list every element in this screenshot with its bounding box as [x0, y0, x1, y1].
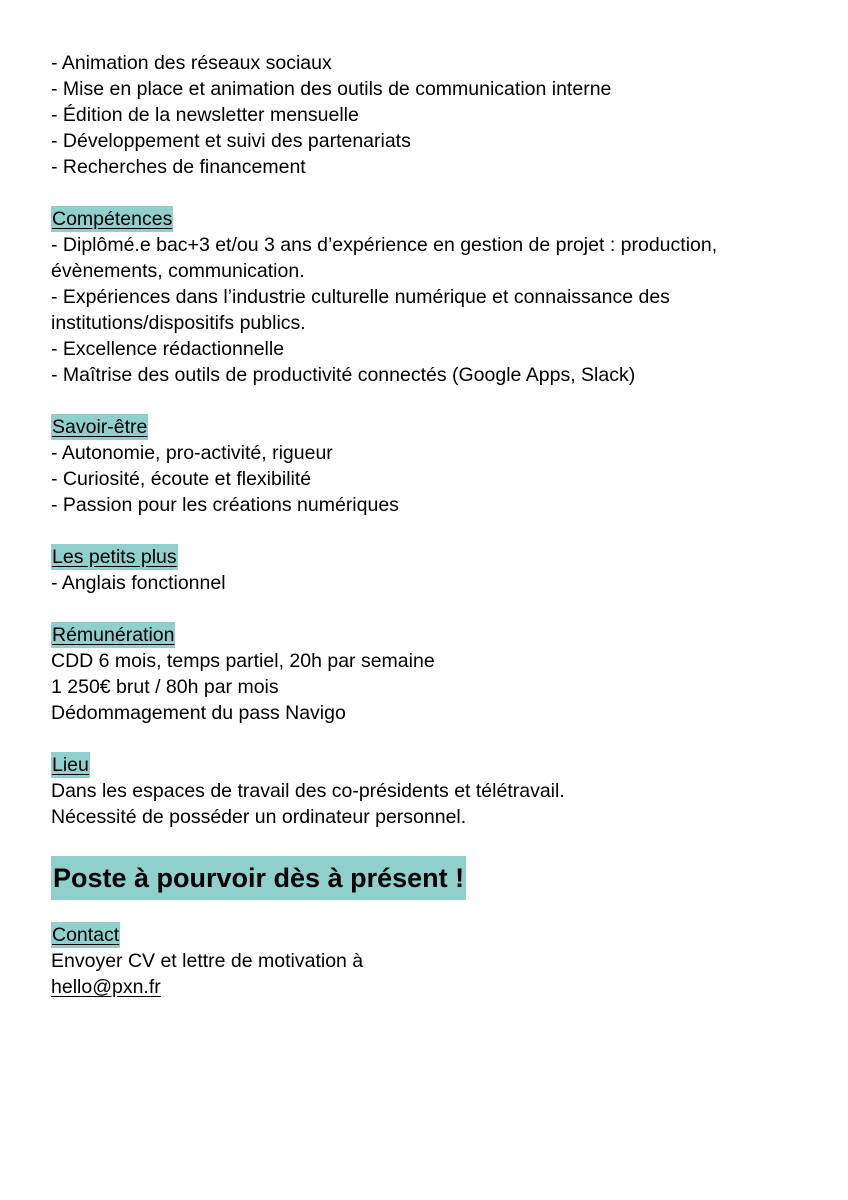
- list-item: - Diplômé.e bac+3 et/ou 3 ans d’expérience en gestion de projet : production,: [51, 234, 718, 256]
- section-heading: Compétences: [52, 208, 173, 230]
- section-contact: [51, 922, 808, 1000]
- section-heading: Savoir-être: [52, 416, 148, 438]
- list-item: institutions/dispositifs publics.: [51, 312, 306, 334]
- section-remuneration: [51, 622, 808, 726]
- section-savoir-etre: [51, 414, 808, 518]
- list-item: - Passion pour les créations numériques: [51, 494, 399, 516]
- text-line: Dans les espaces de travail des co-présidents et télétravail.: [51, 780, 565, 802]
- headline-banner: Poste à pourvoir dès à présent !: [51, 856, 466, 900]
- list-item: - Maîtrise des outils de productivité connectés (Google Apps, Slack): [51, 364, 636, 386]
- text-line: Nécessité de posséder un ordinateur personnel.: [51, 806, 467, 828]
- text-line: CDD 6 mois, temps partiel, 20h par semaine: [51, 650, 435, 672]
- text-line: 1 250€ brut / 80h par mois: [51, 676, 279, 698]
- text-line: Envoyer CV et lettre de motivation à: [51, 950, 364, 972]
- section-heading: Lieu: [52, 754, 89, 776]
- list-item: - Animation des réseaux sociaux: [51, 52, 332, 74]
- section-heading: Rémunération: [52, 624, 175, 646]
- section-heading: Contact: [52, 924, 120, 946]
- list-item: - Mise en place et animation des outils de communication interne: [51, 78, 612, 100]
- list-item: évènements, communication.: [51, 260, 305, 282]
- list-item: - Édition de la newsletter mensuelle: [51, 104, 359, 126]
- intro-list: [51, 50, 808, 180]
- list-item: - Expériences dans l’industrie culturelle numérique et connaissance des: [51, 286, 670, 308]
- text-line: Dédommagement du pass Navigo: [51, 702, 346, 724]
- list-item: - Anglais fonctionnel: [51, 572, 226, 594]
- list-item: - Développement et suivi des partenariats: [51, 130, 411, 152]
- section-competences: [51, 206, 808, 388]
- section-heading: Les petits plus: [52, 546, 177, 568]
- section-lieu: [51, 752, 808, 830]
- email-link[interactable]: hello@pxn.fr: [51, 976, 161, 998]
- list-item: - Excellence rédactionnelle: [51, 338, 285, 360]
- list-item: - Curiosité, écoute et flexibilité: [51, 468, 312, 490]
- list-item: - Autonomie, pro-activité, rigueur: [51, 442, 333, 464]
- list-item: - Recherches de financement: [51, 156, 306, 178]
- section-petits-plus: [51, 544, 808, 596]
